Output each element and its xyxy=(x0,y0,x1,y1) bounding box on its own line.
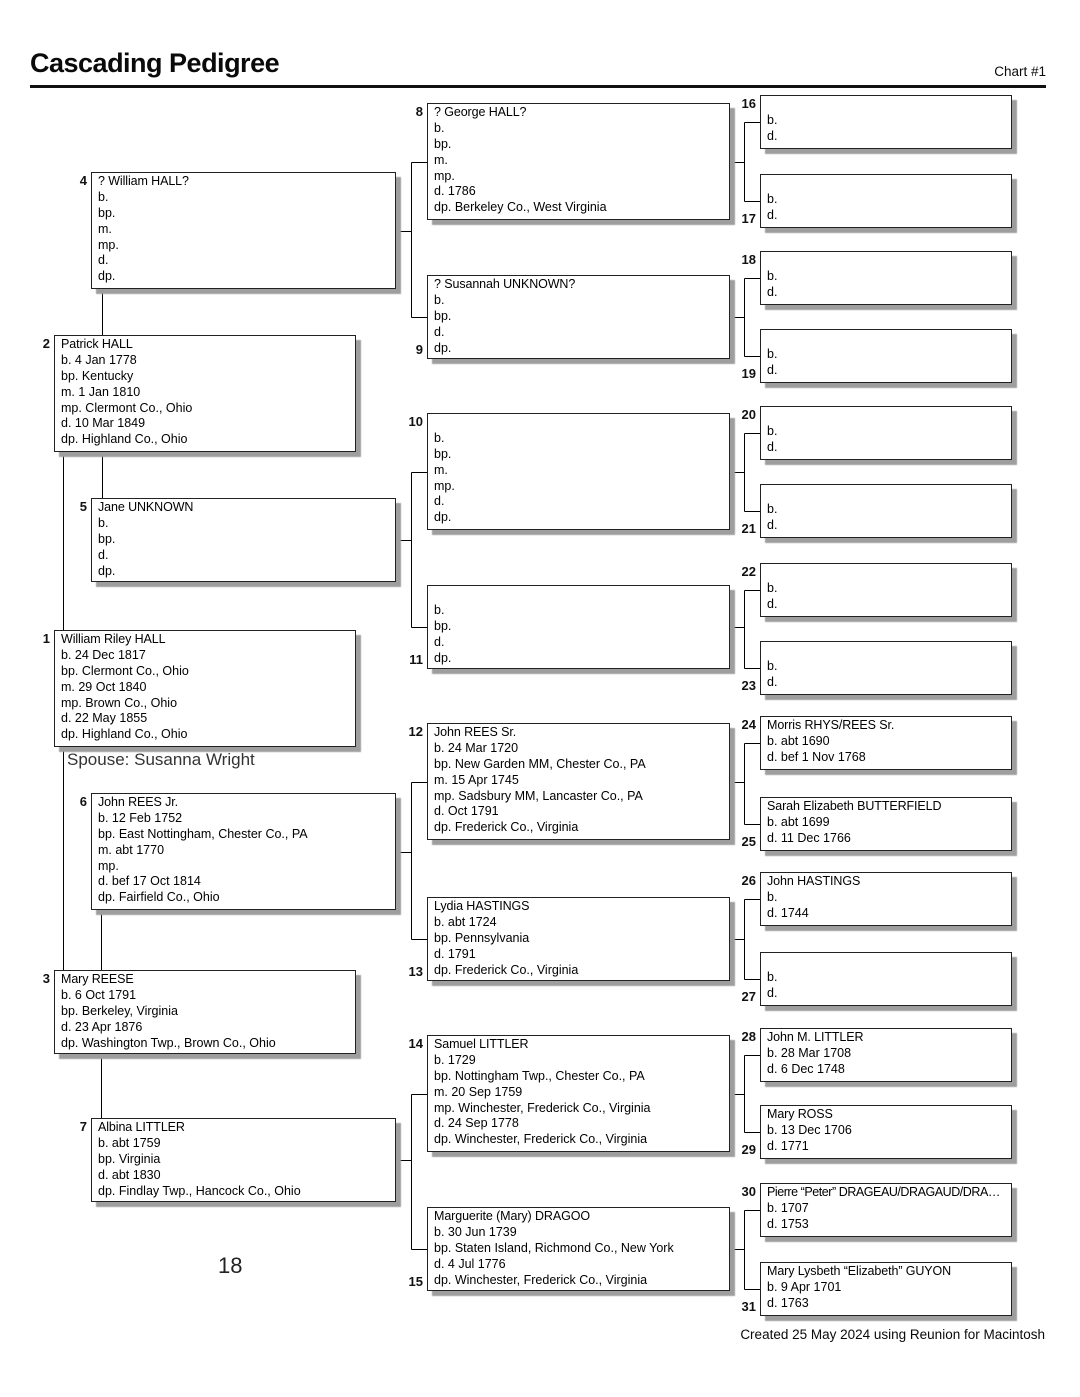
person-field: mp. Sadsbury MM, Lancaster Co., PA xyxy=(434,788,643,803)
person-name xyxy=(767,408,1005,424)
person-field: bp. xyxy=(434,136,452,151)
person-box-30 xyxy=(760,1183,1012,1237)
person-field: d. 24 Sep 1778 xyxy=(434,1116,519,1131)
person-field: mp. xyxy=(98,858,119,873)
person-box-5 xyxy=(91,498,396,582)
person-number-18: 18 xyxy=(741,252,756,267)
person-number-12: 12 xyxy=(408,724,423,739)
person-field: d. xyxy=(767,284,778,299)
person-field: d. 22 May 1855 xyxy=(61,711,148,726)
page-title: Cascading Pedigree xyxy=(30,48,280,78)
person-field: d. bef 17 Oct 1814 xyxy=(98,874,201,889)
person-name: Marguerite (Mary) DRAGOO xyxy=(434,1209,590,1223)
person-field: d. Oct 1791 xyxy=(434,804,499,819)
person-number-22: 22 xyxy=(741,564,756,579)
person-field: b. xyxy=(767,423,778,438)
person-name xyxy=(767,97,1005,113)
person-field: b. xyxy=(767,112,778,127)
person-box-3 xyxy=(54,970,356,1054)
person-name xyxy=(767,565,1005,581)
person-number-24: 24 xyxy=(741,717,756,732)
person-field: m. abt 1770 xyxy=(98,842,165,857)
person-field: b. 24 Mar 1720 xyxy=(434,740,519,755)
person-field: b. 1707 xyxy=(767,1200,809,1215)
person-field: d. 23 Apr 1876 xyxy=(61,1019,143,1034)
person-field: m. xyxy=(434,152,448,167)
person-field: dp. Winchester, Frederick Co., Virginia xyxy=(434,1272,648,1287)
person-number-20: 20 xyxy=(741,407,756,422)
person-name: William Riley HALL xyxy=(61,632,166,646)
person-field: bp. Nottingham Twp., Chester Co., PA xyxy=(434,1068,645,1083)
person-field: b. xyxy=(98,189,109,204)
person-number-2: 2 xyxy=(42,336,50,351)
person-field: mp. Winchester, Frederick Co., Virginia xyxy=(434,1100,651,1115)
person-field: b. xyxy=(434,292,445,307)
person-number-26: 26 xyxy=(741,873,756,888)
person-number-17: 17 xyxy=(741,211,756,226)
person-field: d. 1791 xyxy=(434,946,476,961)
person-field: bp. Staten Island, Richmond Co., New York xyxy=(434,1240,674,1255)
person-field: d. 10 Mar 1849 xyxy=(61,416,146,431)
person-field: dp. xyxy=(98,269,116,284)
person-box-7 xyxy=(91,1118,396,1202)
person-name xyxy=(767,643,1005,659)
person-field: b. xyxy=(434,430,445,445)
person-box-17 xyxy=(760,174,1012,228)
person-box-18 xyxy=(760,251,1012,305)
person-box-20 xyxy=(760,406,1012,460)
page-number: 18 xyxy=(218,1253,243,1278)
person-box-14 xyxy=(427,1035,730,1152)
person-field: b. xyxy=(767,658,778,673)
person-box-10 xyxy=(427,413,730,530)
person-number-9: 9 xyxy=(415,342,423,357)
person-field: bp. Virginia xyxy=(98,1151,161,1166)
person-number-30: 30 xyxy=(741,1184,756,1199)
person-field: dp. Frederick Co., Virginia xyxy=(434,820,579,835)
person-field: b. xyxy=(767,889,778,904)
person-field: bp. xyxy=(434,446,452,461)
person-name: John REES Sr. xyxy=(434,725,517,739)
person-box-16 xyxy=(760,95,1012,149)
person-field: b. xyxy=(767,346,778,361)
person-field: b. abt 1690 xyxy=(767,733,830,748)
person-field: bp. New Garden MM, Chester Co., PA xyxy=(434,756,646,771)
person-field: m. xyxy=(434,462,448,477)
person-box-9 xyxy=(427,275,730,359)
person-name xyxy=(434,415,723,431)
person-number-19: 19 xyxy=(741,366,756,381)
person-name: John HASTINGS xyxy=(767,874,861,888)
person-field: mp. xyxy=(98,237,119,252)
person-field: bp. Kentucky xyxy=(61,368,134,383)
person-field: d. 4 Jul 1776 xyxy=(434,1256,506,1271)
person-field: dp. Highland Co., Ohio xyxy=(61,727,188,742)
person-name xyxy=(767,331,1005,347)
person-field: b. 1729 xyxy=(434,1052,476,1067)
person-box-8 xyxy=(427,103,730,220)
person-field: dp. Berkeley Co., West Virginia xyxy=(434,200,607,215)
person-field: m. 1 Jan 1810 xyxy=(61,384,141,399)
person-name: Albina LITTLER xyxy=(98,1120,185,1134)
person-box-24 xyxy=(760,716,1012,770)
person-box-4 xyxy=(91,172,396,289)
person-field: d. 1744 xyxy=(767,905,809,920)
person-field: dp. Findlay Twp., Hancock Co., Ohio xyxy=(98,1183,301,1198)
person-field: d. xyxy=(767,674,778,689)
person-number-4: 4 xyxy=(79,173,87,188)
person-field: dp. xyxy=(434,650,452,665)
person-field: dp. Washington Twp., Brown Co., Ohio xyxy=(61,1035,276,1050)
person-field: d. xyxy=(767,985,778,1000)
person-field: mp. Brown Co., Ohio xyxy=(61,695,178,710)
person-number-21: 21 xyxy=(741,521,756,536)
person-field: dp. Winchester, Frederick Co., Virginia xyxy=(434,1132,648,1147)
person-field: bp. Clermont Co., Ohio xyxy=(61,663,189,678)
person-number-8: 8 xyxy=(415,104,423,119)
person-box-15 xyxy=(427,1207,730,1291)
person-name: Mary Lysbeth “Elizabeth” GUYON xyxy=(767,1264,952,1278)
person-name: Samuel LITTLER xyxy=(434,1037,529,1051)
person-number-25: 25 xyxy=(741,834,756,849)
person-field: d. xyxy=(767,362,778,377)
person-name xyxy=(767,176,1005,192)
person-field: d. 1763 xyxy=(767,1295,809,1310)
person-field: dp. xyxy=(434,510,452,525)
person-number-31: 31 xyxy=(741,1299,756,1314)
person-box-2 xyxy=(54,335,356,452)
person-name: Lydia HASTINGS xyxy=(434,899,530,913)
person-field: m. 20 Sep 1759 xyxy=(434,1084,523,1099)
person-name xyxy=(434,587,723,603)
person-number-15: 15 xyxy=(408,1274,423,1289)
person-number-27: 27 xyxy=(741,989,756,1004)
person-number-5: 5 xyxy=(79,499,87,514)
person-field: m. xyxy=(98,221,112,236)
person-field: b. xyxy=(767,580,778,595)
person-field: bp. Berkeley, Virginia xyxy=(61,1003,178,1018)
person-field: bp. Pennsylvania xyxy=(434,930,530,945)
person-number-13: 13 xyxy=(408,964,423,979)
person-number-28: 28 xyxy=(741,1029,756,1044)
person-field: b. 24 Dec 1817 xyxy=(61,647,146,662)
person-number-11: 11 xyxy=(409,652,423,667)
person-field: bp. xyxy=(434,618,452,633)
person-field: b. 28 Mar 1708 xyxy=(767,1045,852,1060)
person-name: John REES Jr. xyxy=(98,795,178,809)
person-box-23 xyxy=(760,641,1012,695)
person-field: dp. xyxy=(434,340,452,355)
person-field: dp. xyxy=(98,563,116,578)
person-field: d. xyxy=(98,253,109,268)
person-box-28 xyxy=(760,1028,1012,1082)
person-field: d. xyxy=(767,439,778,454)
person-box-1 xyxy=(54,630,356,747)
person-field: dp. Frederick Co., Virginia xyxy=(434,962,579,977)
person-field: d. 11 Dec 1766 xyxy=(767,830,851,845)
person-number-29: 29 xyxy=(741,1142,756,1157)
person-field: dp. Highland Co., Ohio xyxy=(61,432,188,447)
person-field: b. xyxy=(767,501,778,516)
person-box-27 xyxy=(760,952,1012,1006)
person-field: b. abt 1699 xyxy=(767,814,830,829)
person-field: d. bef 1 Nov 1768 xyxy=(767,749,866,764)
person-field: bp. xyxy=(98,531,116,546)
person-name xyxy=(767,486,1005,502)
person-field: bp. xyxy=(98,205,116,220)
person-field: b. xyxy=(767,191,778,206)
person-field: m. 29 Oct 1840 xyxy=(61,679,147,694)
person-field: b. abt 1724 xyxy=(434,914,497,929)
person-field: b. 9 Apr 1701 xyxy=(767,1279,842,1294)
person-field: d. xyxy=(434,324,445,339)
person-field: d. abt 1830 xyxy=(98,1167,161,1182)
person-number-6: 6 xyxy=(79,794,87,809)
person-field: b. xyxy=(434,602,445,617)
person-name: Patrick HALL xyxy=(61,337,133,351)
spouse-note: Spouse: Susanna Wright xyxy=(67,750,255,769)
person-field: d. xyxy=(767,517,778,532)
person-name: ? Susannah UNKNOWN? xyxy=(434,277,576,291)
person-name: Pierre “Peter” DRAGEAU/DRAGAUD/DRA… xyxy=(767,1185,1000,1199)
person-box-22 xyxy=(760,563,1012,617)
person-box-13 xyxy=(427,897,730,981)
person-field: b. 30 Jun 1739 xyxy=(434,1224,517,1239)
person-name: ? George HALL? xyxy=(434,105,527,119)
person-field: d. xyxy=(98,547,109,562)
person-box-11 xyxy=(427,585,730,669)
person-number-1: 1 xyxy=(42,631,50,646)
person-field: b. 6 Oct 1791 xyxy=(61,987,137,1002)
person-number-14: 14 xyxy=(408,1036,423,1051)
person-name: Mary ROSS xyxy=(767,1107,833,1121)
person-field: d. 6 Dec 1748 xyxy=(767,1061,845,1076)
person-box-31 xyxy=(760,1262,1012,1316)
person-field: d. 1771 xyxy=(767,1138,809,1153)
person-number-7: 7 xyxy=(79,1119,87,1134)
person-field: mp. xyxy=(434,478,455,493)
person-field: d. xyxy=(767,596,778,611)
person-name xyxy=(767,954,1005,970)
person-field: b. abt 1759 xyxy=(98,1135,161,1150)
person-box-25 xyxy=(760,797,1012,851)
person-field: dp. Fairfield Co., Ohio xyxy=(98,890,220,905)
person-field: bp. xyxy=(434,308,452,323)
person-field: b. 13 Dec 1706 xyxy=(767,1122,852,1137)
person-name: Jane UNKNOWN xyxy=(98,500,194,514)
person-name: Sarah Elizabeth BUTTERFIELD xyxy=(767,799,942,813)
person-name: Morris RHYS/REES Sr. xyxy=(767,718,895,732)
person-field: b. 4 Jan 1778 xyxy=(61,352,137,367)
person-field: d. xyxy=(767,207,778,222)
person-field: d. xyxy=(767,128,778,143)
footer-credit: Created 25 May 2024 using Reunion for Macintosh xyxy=(740,1327,1045,1342)
person-name: ? William HALL? xyxy=(98,174,189,188)
chart-number-label: Chart #1 xyxy=(994,64,1046,79)
person-box-6 xyxy=(91,793,396,910)
person-field: b. xyxy=(767,268,778,283)
person-field: b. 12 Feb 1752 xyxy=(98,810,183,825)
person-field: b. xyxy=(434,120,445,135)
person-box-12 xyxy=(427,723,730,840)
person-box-29 xyxy=(760,1105,1012,1159)
person-name xyxy=(767,253,1005,269)
person-field: b. xyxy=(767,969,778,984)
person-field: b. xyxy=(98,515,109,530)
person-field: d. xyxy=(434,494,445,509)
person-field: d. 1786 xyxy=(434,184,476,199)
person-name: Mary REESE xyxy=(61,972,134,986)
person-field: mp. Clermont Co., Ohio xyxy=(61,400,193,415)
person-field: bp. East Nottingham, Chester Co., PA xyxy=(98,826,308,841)
person-name: John M. LITTLER xyxy=(767,1030,864,1044)
person-box-19 xyxy=(760,329,1012,383)
person-number-10: 10 xyxy=(408,414,423,429)
person-box-26 xyxy=(760,872,1012,926)
person-number-3: 3 xyxy=(42,971,50,986)
person-field: m. 15 Apr 1745 xyxy=(434,772,519,787)
person-field: mp. xyxy=(434,168,455,183)
person-number-16: 16 xyxy=(741,96,756,111)
person-box-21 xyxy=(760,484,1012,538)
person-field: d. xyxy=(434,634,445,649)
person-number-23: 23 xyxy=(741,678,756,693)
person-field: d. 1753 xyxy=(767,1216,809,1231)
